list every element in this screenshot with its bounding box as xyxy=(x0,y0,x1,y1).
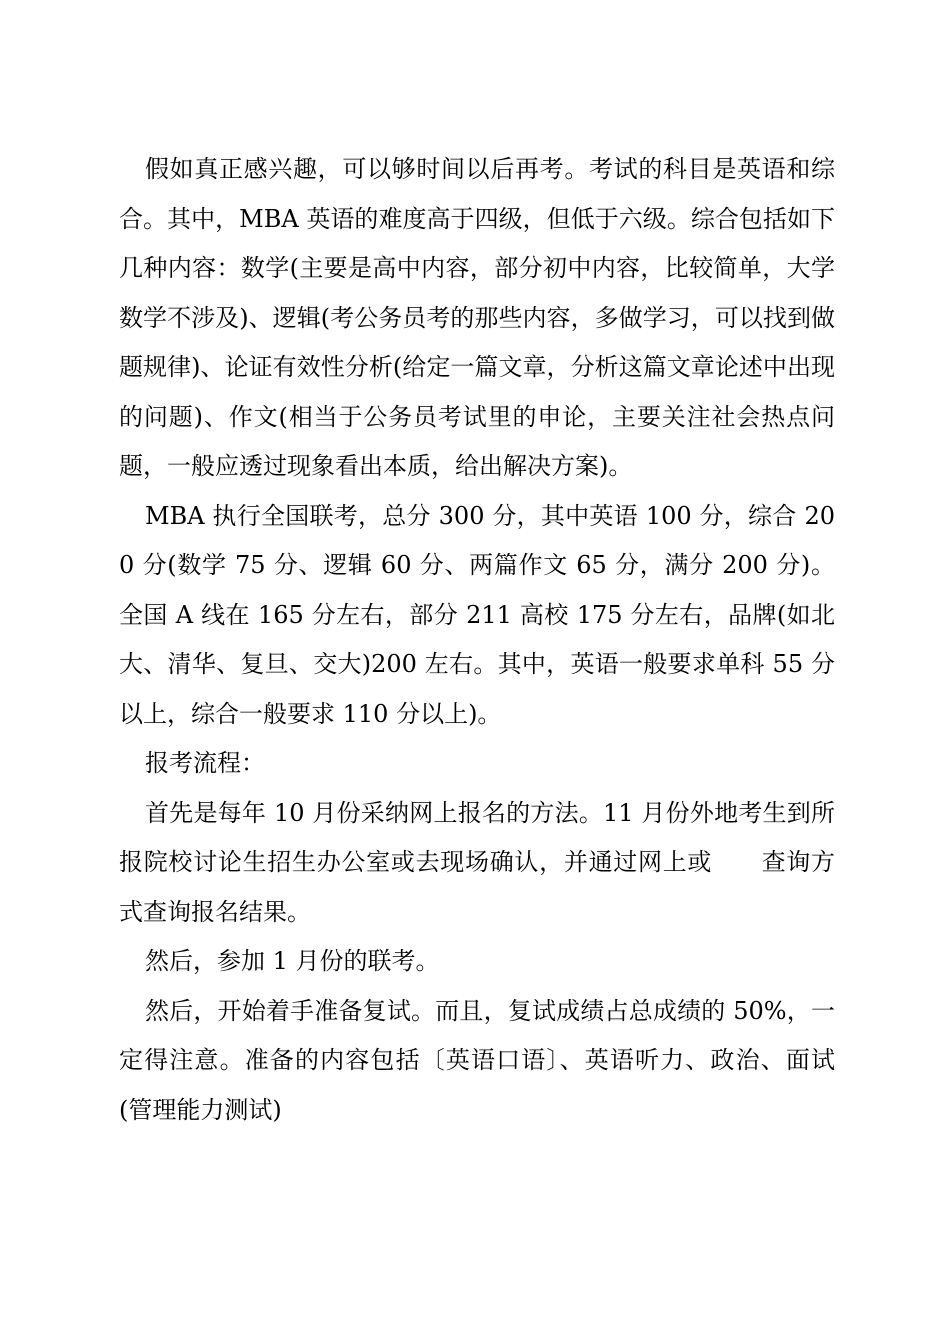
document-body xyxy=(119,145,835,1135)
paragraph-registration-steps: 首先是每年 10 月份采纳网上报名的方法。11 月份外地考生到所报院校讨论生招生办公室或去现场确认，并通过网上或 查询方式查询报名结果。 xyxy=(119,798,835,926)
paragraph-joint-exam: 然后，参加 1 月份的联考。 xyxy=(145,947,440,975)
paragraph-score-breakdown: MBA 执行全国联考，总分 300 分，其中英语 100 分，综合 200 分(数学 75 分、逻辑 60 分、两篇作文 65 分，满分 200 分)。全国 A 线在 165 分左右，部分 211 高校 175 分左右，品牌(如北大、清华、复旦、交大)200 左右。其中，英语一般要求单科 55 分以上，综合一般要求 110 分以上)。 xyxy=(119,501,835,728)
paragraph-exam-subjects: 假如真正感兴趣，可以够时间以后再考。考试的科目是英语和综合。其中，MBA 英语的难度高于四级，但低于六级。综合包括如下几种内容：数学(主要是高中内容，部分初中内容，比较简单，大学数学不涉及)、逻辑(考公务员考的那些内容，多做学习，可以找到做题规律)、论证有效性分析(给定一篇文章，分析这篇文章论述中出现的问题)、作文(相当于公务员考试里的申论，主要关注社会热点问题，一般应透过现象看出本质，给出解决方案)。 xyxy=(119,155,835,480)
paragraph-registration-heading: 报考流程： xyxy=(145,749,265,777)
paragraph-retest-prep: 然后，开始着手准备复试。而且，复试成绩占总成绩的 50%，一定得注意。准备的内容包括〔英语口语〕、英语听力、政治、面试(管理能力测试) xyxy=(119,996,835,1124)
